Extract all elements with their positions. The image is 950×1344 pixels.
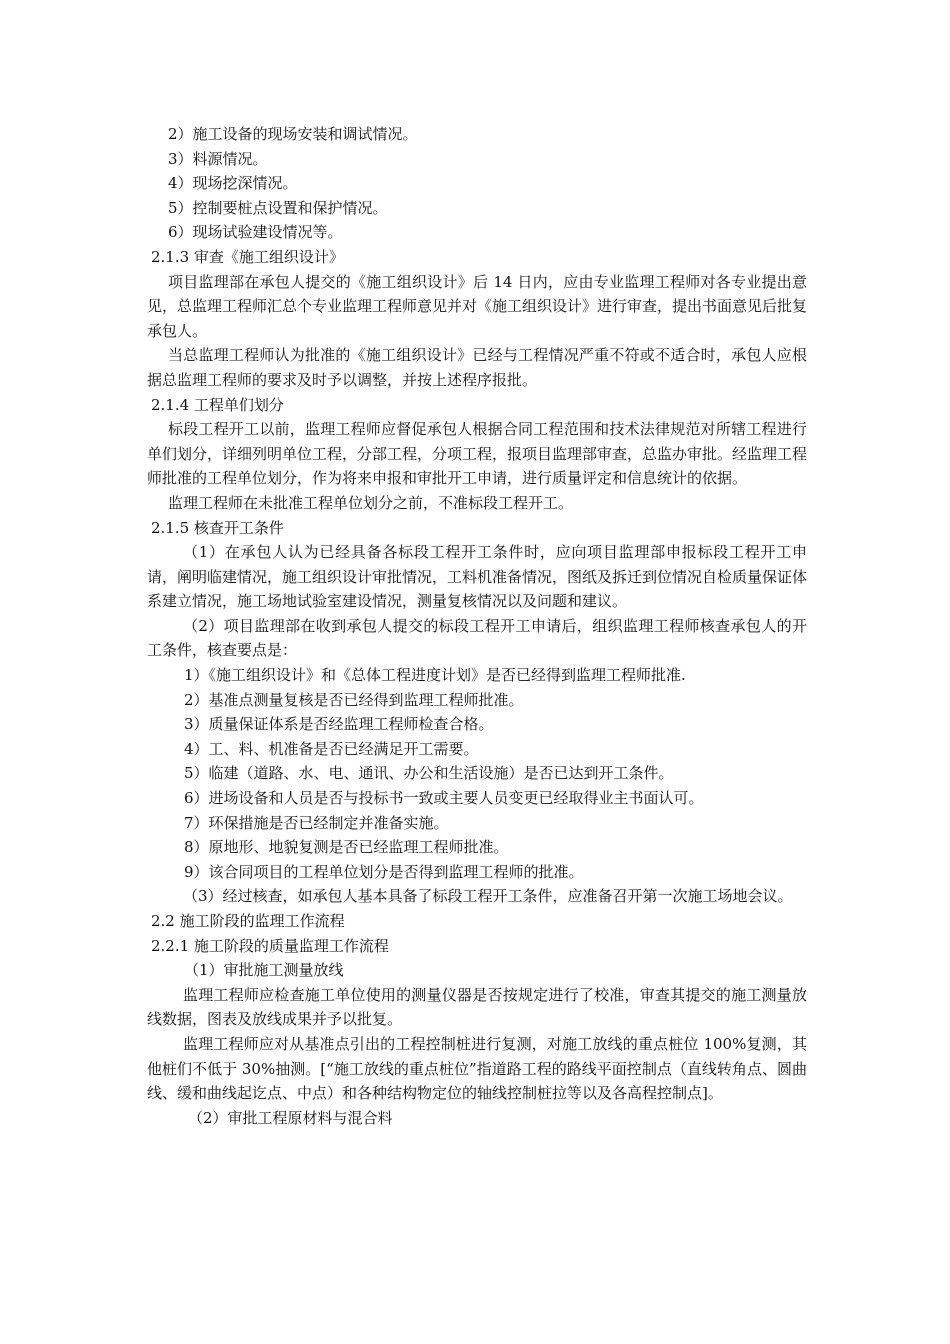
section-heading: 2.1.5 核查开工条件: [151, 518, 284, 537]
section-heading: 2.1.3 审查《施工组织设计》: [151, 247, 344, 266]
section-heading: 2.2 施工阶段的监理工作流程: [151, 912, 345, 930]
list-item: 2）施工设备的现场安装和调试情况。: [168, 125, 418, 143]
list-item: 3）料源情况。: [168, 149, 268, 168]
paragraph: 监理工程师应检查施工单位使用的测量仪器是否按规定进行了校准，审查其提交的施工测量放线数据，图表及放线成果并予以批复。: [147, 985, 807, 1029]
list-item: 5）临建（道路、水、电、通讯、办公和生活设施）是否已达到开工条件。: [184, 764, 674, 783]
list-item: 5）控制要桩点设置和保护情况。: [168, 198, 388, 217]
list-item: 3）质量保证体系是否经监理工程师检查合格。: [184, 715, 494, 734]
paragraph: 标段工程开工以前，监理工程师应督促承包人根据合同工程范围和技术法律规范对所辖工程进行单们划分，详细列明单位工程，分部工程，分项工程，报项目监理部审查，总监办审批。经监理工程师批准的工程单位划分，作为将来申报和审批开工申请，进行质量评定和信息统计的依据。: [147, 420, 808, 488]
list-item: 7）环保措施是否已经制定并准备实施。: [184, 813, 449, 832]
list-item: 4）工、料、机准备是否已经满足开工需要。: [184, 739, 479, 758]
list-item: 4）现场挖深情况。: [168, 174, 298, 193]
paragraph: 项目监理部在承包人提交的《施工组织设计》后 14 日内，应由专业监理工程师对各专业提出意见，总监理工程师汇总个专业监理工程师意见并对《施工组织设计》进行审查，提出书面意见后批复承包人。: [147, 272, 808, 340]
paragraph: 监理工程师在未批准工程单位划分之前，不准标段工程开工。: [168, 493, 574, 512]
paragraph: （3）经过核查，如承包人基本具备了标段工程开工条件，应准备召开第一次施工场地会议。: [183, 887, 793, 906]
list-item: 8）原地形、地貌复测是否已经监理工程师批准。: [184, 838, 509, 857]
list-item: 1）《施工组织设计》和《总体工程进度计划》是否已经得到监理工程师批准.: [184, 666, 686, 685]
subsection-heading: （2）审批工程原材料与混合料: [188, 1108, 393, 1127]
section-heading: 2.2.1 施工阶段的质量监理工作流程: [151, 936, 389, 955]
list-item: 6）现场试验建设情况等。: [168, 223, 343, 242]
paragraph: （2）项目监理部在收到承包人提交的标段工程开工申请后，组织监理工程师核查承包人的开工条件，核查要点是：: [147, 616, 807, 660]
list-item: 6）进场设备和人员是否与投标书一致或主要人员变更已经取得业主书面认可。: [184, 789, 704, 808]
paragraph: 当总监理工程师认为批准的《施工组织设计》已经与工程情况严重不符或不适合时，承包人应根据总监理工程师的要求及时予以调整，并按上述程序报批。: [147, 346, 807, 389]
paragraph: 监理工程师应对从基准点引出的工程控制桩进行复测，对施工放线的重点桩位 100%复测，其他桩们不低于 30%抽测。[“施工放线的重点桩位”指道路工程的路线平面控制点（直线转角点、圆曲线、缓和曲线起讫点、中点）和各种结构物定位的轴线控制桩拉等以及各高程控制点]。: [147, 1034, 807, 1103]
paragraph: （1）在承包人认为已经具备各标段工程开工条件时，应向项目监理部申报标段工程开工申请，阐明临建情况，施工组织设计审批情况，工料机准备情况，图纸及拆迁到位情况自检质量保证体系建立情况，施工场地试验室建设情况，测量复核情况以及问题和建议。: [147, 543, 808, 611]
section-heading: 2.1.4 工程单们划分: [151, 395, 284, 414]
document-body: [147, 122, 807, 1130]
list-item: 2）基准点测量复核是否已经得到监理工程师批准。: [184, 690, 524, 709]
subsection-heading: （1）审批施工测量放线: [184, 961, 344, 980]
list-item: 9）该合同项目的工程单位划分是否得到监理工程师的批准。: [184, 862, 584, 881]
